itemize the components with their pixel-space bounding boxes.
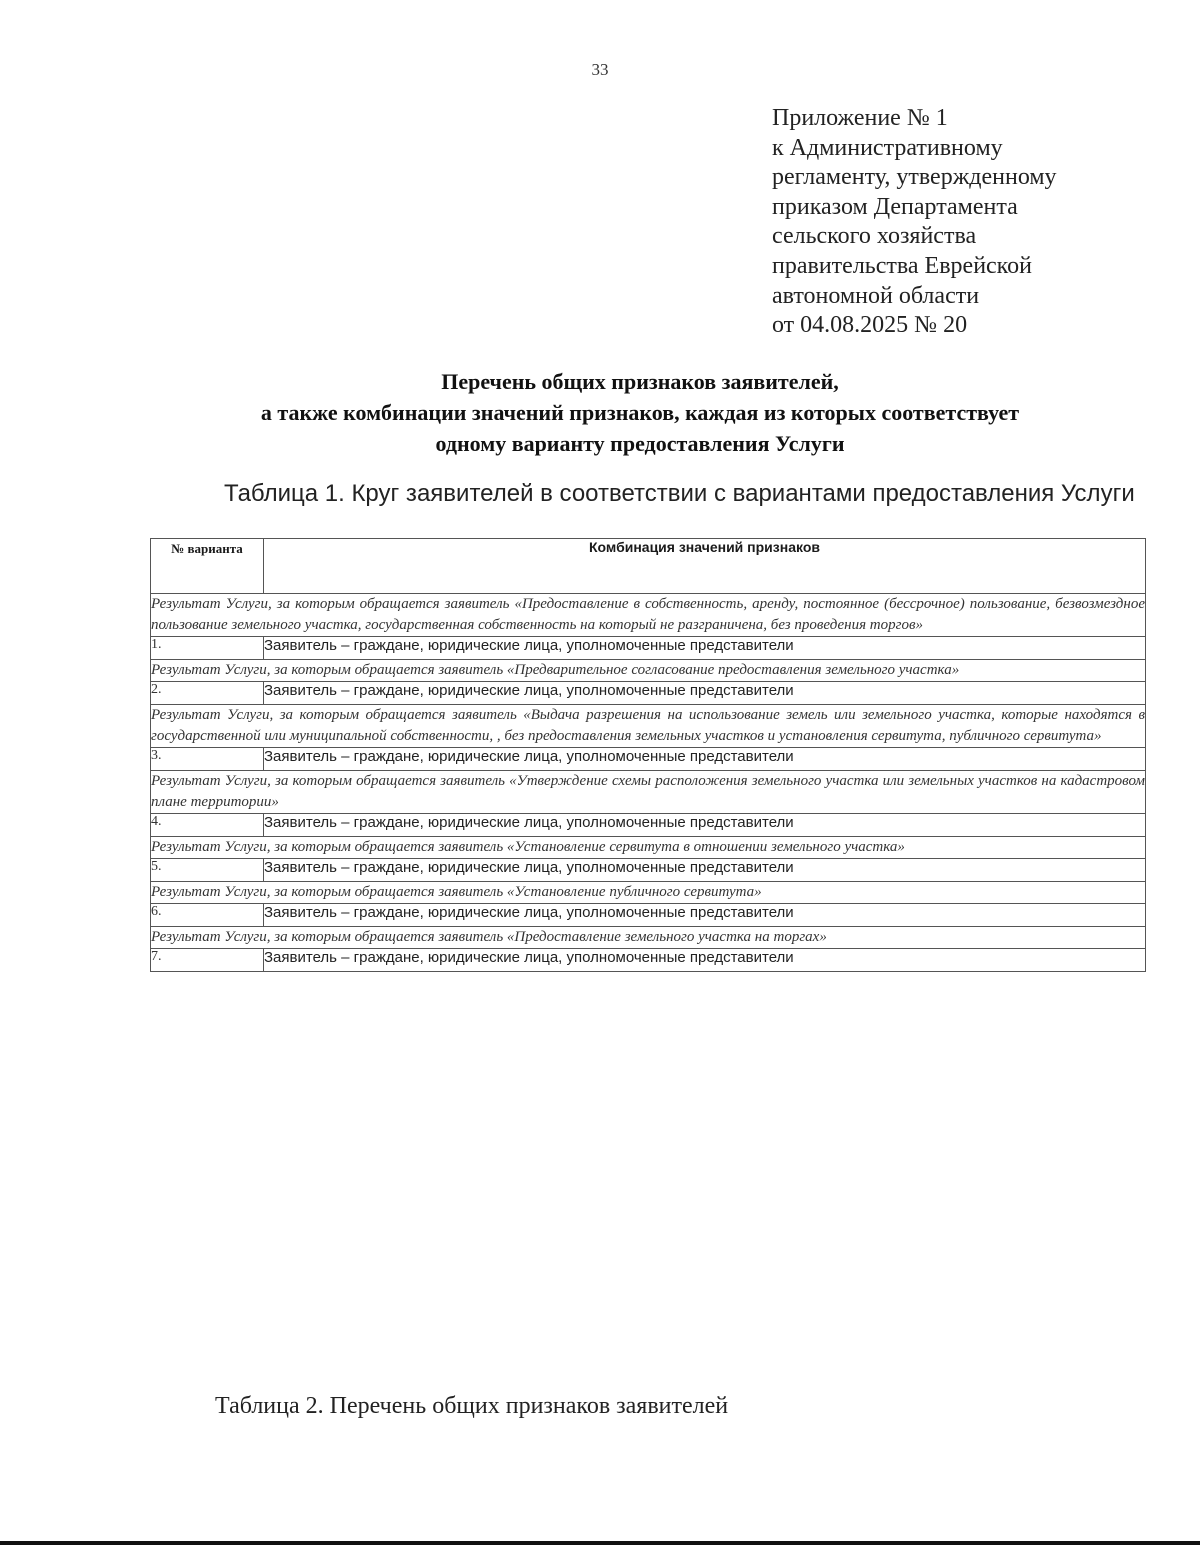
appendix-block [772, 104, 1172, 341]
result-text: Результат Услуги, за которым обращается заявитель «Предоставление земельного участка на торгах» [151, 927, 1146, 949]
variant-number: 3. [151, 748, 264, 771]
appendix-line: автономной области [772, 282, 980, 309]
applicant-text: Заявитель – граждане, юридические лица, уполномоченные представители [264, 748, 1146, 771]
appendix-line: регламенту, утвержденному [772, 164, 1057, 191]
table-header-row [151, 539, 1146, 594]
variant-row [151, 682, 1146, 705]
variant-row [151, 637, 1146, 660]
result-text: Результат Услуги, за которым обращается заявитель «Установление сервитута в отношении земельного участка» [151, 837, 1146, 859]
document-title [100, 366, 1180, 459]
result-text: Результат Услуги, за которым обращается заявитель «Предварительное согласование предоставления земельного участка» [151, 660, 1146, 682]
result-row [151, 771, 1146, 814]
header-combination: Комбинация значений признаков [264, 539, 1146, 594]
applicant-variants-table [150, 538, 1146, 972]
scan-edge-line [0, 1541, 1200, 1545]
page-number: 33 [591, 60, 609, 79]
applicant-text: Заявитель – граждане, юридические лица, уполномоченные представители [264, 682, 1146, 705]
table2-caption: Таблица 2. Перечень общих признаков заявителей [215, 1393, 729, 1419]
result-row [151, 705, 1146, 748]
result-text: Результат Услуги, за которым обращается заявитель «Предоставление в собственность, аренду, постоянное (бессрочное) пользование, безвозмездное пользование земельного участка, государственная собственность на который не разграничена, без проведения торгов» [151, 594, 1146, 637]
result-row [151, 594, 1146, 637]
variant-row [151, 814, 1146, 837]
result-row [151, 927, 1146, 949]
header-variant-number: № варианта [151, 539, 264, 594]
applicant-text: Заявитель – граждане, юридические лица, уполномоченные представители [264, 859, 1146, 882]
variant-row [151, 748, 1146, 771]
title-line: а также комбинации значений признаков, каждая из которых соответствует [260, 400, 1020, 425]
appendix-line: приказом Департамента [772, 193, 1018, 220]
result-row [151, 660, 1146, 682]
appendix-line: от 04.08.2025 № 20 [772, 312, 968, 339]
applicant-text: Заявитель – граждане, юридические лица, уполномоченные представители [264, 814, 1146, 837]
appendix-line: сельского хозяйства [772, 223, 977, 250]
variant-row [151, 904, 1146, 927]
variant-number: 7. [151, 949, 264, 972]
appendix-line: правительства Еврейской [772, 252, 1032, 279]
variant-row [151, 859, 1146, 882]
variant-number: 2. [151, 682, 264, 705]
applicant-text: Заявитель – граждане, юридические лица, уполномоченные представители [264, 637, 1146, 660]
table1-caption: Таблица 1. Круг заявителей в соответствии с вариантами предоставления Услуги [224, 480, 1135, 507]
variant-number: 5. [151, 859, 264, 882]
result-text: Результат Услуги, за которым обращается заявитель «Утверждение схемы расположения земельного участка или земельных участков на кадастровом плане территории» [151, 771, 1146, 814]
result-row [151, 837, 1146, 859]
applicant-text: Заявитель – граждане, юридические лица, уполномоченные представители [264, 904, 1146, 927]
title-line: Перечень общих признаков заявителей, [441, 369, 839, 394]
appendix-line: к Административному [772, 134, 1003, 161]
result-row [151, 882, 1146, 904]
appendix-line: Приложение № 1 [772, 105, 948, 131]
result-text: Результат Услуги, за которым обращается заявитель «Установление публичного сервитута» [151, 882, 1146, 904]
variant-row [151, 949, 1146, 972]
result-text: Результат Услуги, за которым обращается заявитель «Выдача разрешения на использование земель или земельного участка, которые находятся в государственной или муниципальной собственности, , без предоставления земельных участков и установления сервитута, публичного сервитута» [151, 705, 1146, 748]
title-line: одному варианту предоставления Услуги [435, 431, 845, 456]
applicant-text: Заявитель – граждане, юридические лица, уполномоченные представители [264, 949, 1146, 972]
variant-number: 6. [151, 904, 264, 927]
variant-number: 4. [151, 814, 264, 837]
variant-number: 1. [151, 637, 264, 660]
